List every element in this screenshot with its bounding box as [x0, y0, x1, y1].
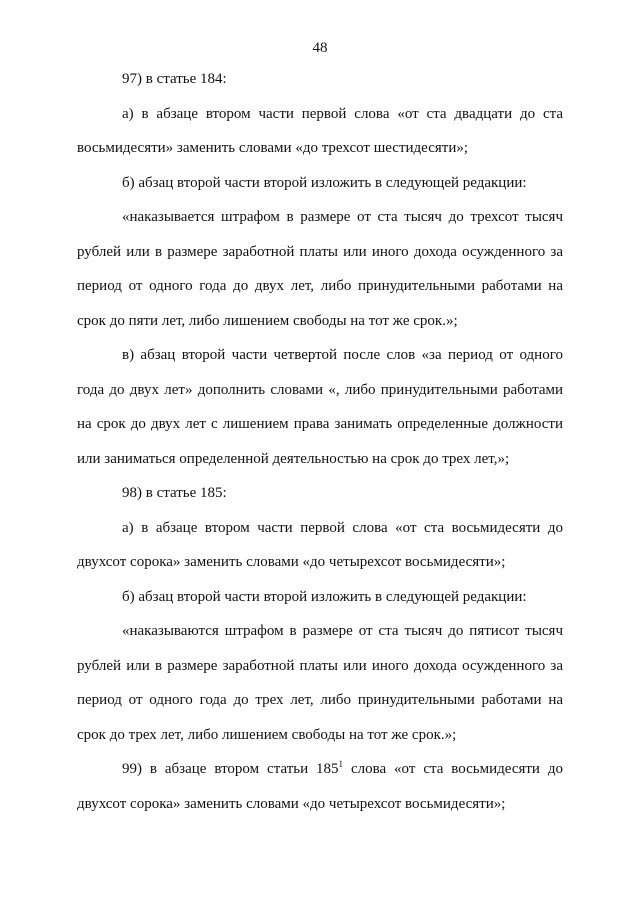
- paragraph-99-start: 99) в абзаце втором статьи 185: [122, 761, 339, 777]
- document-body: [77, 62, 563, 821]
- article-superscript: 1: [338, 759, 344, 769]
- paragraph-99: [77, 752, 563, 821]
- paragraph-99-end: слова «от ста восьмидесяти до двухсот сорока» заменить словами «до четырехсот восьмидесяти»;: [77, 761, 563, 812]
- paragraph-97-b-quote: «наказывается штрафом в размере от ста тысяч до трехсот тысяч рублей или в размере заработной платы или иного дохода осужденного за период от одного года до двух лет, либо принудительными работами на срок до пяти лет, либо лишением свободы на тот же срок.»;: [77, 209, 563, 329]
- paragraph-98-b-quote: «наказываются штрафом в размере от ста тысяч до пятисот тысяч рублей или в размере заработной платы или иного дохода осужденного за период от одного года до трех лет, либо принудительными работами на срок до трех лет, либо лишением свободы на тот же срок.»;: [77, 623, 563, 743]
- paragraph-98-header: 98) в статье 185:: [122, 485, 227, 501]
- paragraph-97-c: в) абзац второй части четвертой после слов «за период от одного года до двух лет» дополнить словами «, либо принудительными работами на срок до двух лет с лишением права занимать определенные должности или заниматься определенной деятельностью на срок до трех лет,»;: [77, 347, 563, 467]
- paragraph-97-b: б) абзац второй части второй изложить в следующей редакции:: [122, 174, 527, 191]
- paragraph-97-header: 97) в статье 184:: [122, 71, 227, 87]
- paragraph-98-a: а) в абзаце втором части первой слова «от ста восьмидесяти до двухсот сорока» заменить словами «до четырехсот восьмидесяти»;: [77, 519, 563, 570]
- page-number: 48: [312, 40, 328, 56]
- paragraph-97-a: а) в абзаце втором части первой слова «от ста двадцати до ста восьмидесяти» заменить словами «до трехсот шестидесяти»;: [77, 105, 563, 156]
- paragraph-98-b: б) абзац второй части второй изложить в следующей редакции:: [122, 588, 527, 605]
